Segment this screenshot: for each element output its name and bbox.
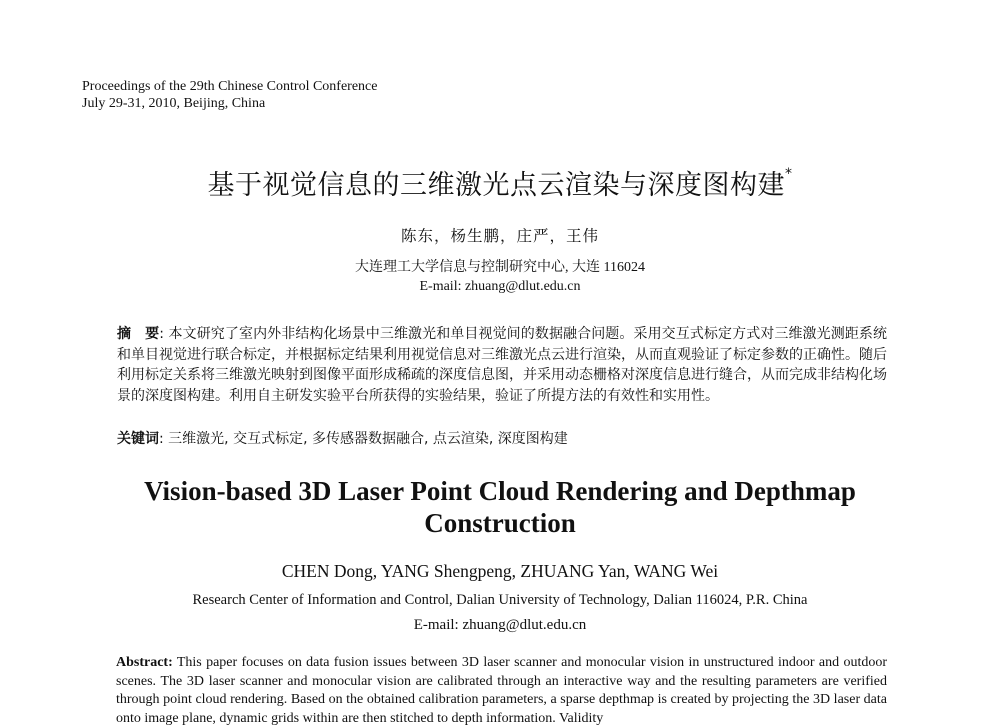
chinese-keywords-text: : 三维激光, 交互式标定, 多传感器数据融合, 点云渲染, 深度图构建 bbox=[159, 431, 568, 447]
english-abstract-text: This paper focuses on data fusion issues between 3D laser scanner and monocular vision in unstructured indoor and outdoor scenes. The 3D laser scanner and monocular vision are calibrated through an interactive way and the resulting parameters are verified through point cloud rendering. Based on the obtained calibration parameters, a sparse depthmap is created by projecting the 3D laser data onto image plane, dynamic grids within are then stitched to depth information. Validity bbox=[116, 655, 887, 726]
english-title: Vision-based 3D Laser Point Cloud Rendering and Depthmap Construction bbox=[144, 476, 856, 538]
english-email: E-mail: zhuang@dlut.edu.cn bbox=[413, 617, 587, 633]
chinese-abstract bbox=[117, 324, 887, 406]
chinese-affiliation-block bbox=[0, 258, 1000, 296]
chinese-abstract-label: 摘 要 bbox=[117, 326, 160, 342]
english-abstract bbox=[116, 654, 887, 726]
chinese-title bbox=[0, 163, 1000, 202]
chinese-abstract-text: : 本文研究了室内外非结构化场景中三维激光和单目视觉间的数据融合问题。采用交互式标定方式对三维激光测距系统和单目视觉进行联合标定，并根据标定结果利用视觉信息对三维激光点云进行渲染，从而直观验证了标定参数的正确性。随后利用标定关系将三维激光映射到图像平面形成稀疏的深度信息图，并采用动态栅格对深度信息进行缝合，从而完成非结构化场景的深度图构建。利用自主研发实验平台所获得的实验结果，验证了所提方法的有效性和实用性。 bbox=[117, 326, 888, 404]
proceedings-line-2: July 29-31, 2010, Beijing, China bbox=[82, 96, 266, 111]
chinese-keywords-label: 关键词 bbox=[117, 431, 159, 447]
english-authors: CHEN Dong, YANG Shengpeng, ZHUANG Yan, WANG Wei bbox=[281, 561, 719, 581]
proceedings-line-1: Proceedings of the 29th Chinese Control Conference bbox=[82, 79, 378, 94]
chinese-keywords bbox=[117, 428, 887, 448]
english-affiliation: Research Center of Information and Control, Dalian University of Technology, Dalian 116024, P.R. China bbox=[192, 592, 808, 608]
chinese-title-text: 基于视觉信息的三维激光点云渲染与深度图构建 bbox=[207, 170, 785, 201]
chinese-authors: 陈东，杨生鹏，庄严，王伟 bbox=[400, 227, 599, 245]
title-footnote-mark: * bbox=[785, 166, 793, 182]
chinese-affiliation: 大连理工大学信息与控制研究中心, 大连 116024 bbox=[355, 260, 645, 275]
proceedings-header bbox=[82, 78, 377, 112]
chinese-email: E-mail: zhuang@dlut.edu.cn bbox=[419, 279, 581, 294]
english-abstract-label: Abstract: bbox=[116, 655, 173, 670]
